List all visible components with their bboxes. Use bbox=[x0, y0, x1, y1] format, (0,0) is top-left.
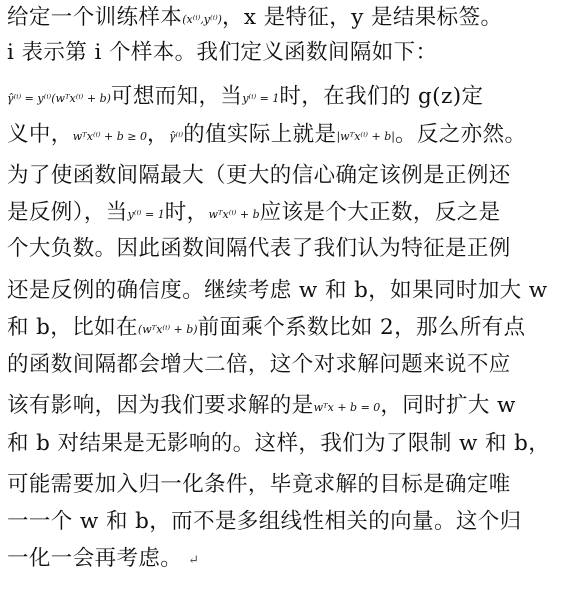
text-segment: 为了使函数间隔最大（更大的信心确定该例是正例还 bbox=[7, 163, 511, 188]
paragraph-mark-icon: ↵ bbox=[188, 553, 200, 568]
text-line-8 bbox=[7, 275, 568, 307]
formula: (wᵀx⁽ⁱ⁾ + b) bbox=[137, 323, 198, 336]
text-segment: 前面乘个系数比如 2，那么所有点 bbox=[197, 315, 526, 340]
text-line-9 bbox=[7, 312, 568, 344]
text-line-5 bbox=[7, 160, 568, 192]
text-line-2 bbox=[7, 37, 568, 69]
text-segment: 应该是个大正数，反之是 bbox=[259, 200, 501, 225]
formula: wᵀx⁽ⁱ⁾ + b ≥ 0 bbox=[72, 130, 148, 143]
text-segment: 和 b 对结果是无影响的。这样，我们为了限制 w 和 b， bbox=[7, 431, 551, 456]
text-segment: 给定一个训练样本 bbox=[7, 5, 183, 30]
text-line-4 bbox=[7, 119, 568, 151]
formula: y⁽ⁱ⁾ = 1 bbox=[127, 208, 165, 221]
text-line-7 bbox=[7, 233, 568, 265]
text-segment: 可想而知，当 bbox=[110, 84, 243, 109]
text-segment: 的值实际上就是 bbox=[183, 122, 337, 147]
text-segment: 该有影响，因为我们要求解的是 bbox=[7, 393, 314, 418]
formula: (x⁽ⁱ⁾,y⁽ⁱ⁾) bbox=[182, 13, 222, 26]
formula: y⁽ⁱ⁾ = 1 bbox=[242, 92, 280, 105]
text-line-1 bbox=[7, 2, 568, 34]
text-line-13 bbox=[7, 469, 568, 501]
formula: γ̂⁽ⁱ⁾ bbox=[168, 130, 184, 143]
text-segment: 还是反例的确信度。继续考虑 w 和 b，如果同时加大 w bbox=[7, 278, 548, 303]
text-line-11 bbox=[7, 390, 568, 422]
text-segment: 个大负数。因此函数间隔代表了我们认为特征是正例 bbox=[7, 236, 511, 261]
text-line-3 bbox=[7, 81, 568, 113]
formula: |wᵀx⁽ⁱ⁾ + b| bbox=[336, 130, 395, 143]
text-segment: ， bbox=[147, 122, 169, 147]
text-line-14 bbox=[7, 506, 568, 538]
text-segment: 时，在我们的 g(z)定 bbox=[279, 84, 484, 109]
text-segment: ，同时扩大 w bbox=[380, 393, 516, 418]
text-segment: 时， bbox=[164, 200, 209, 225]
formula: wᵀx⁽ⁱ⁾ + b bbox=[208, 208, 260, 221]
formula: γ̂⁽ⁱ⁾ = y⁽ⁱ⁾(wᵀx⁽ⁱ⁾ + b) bbox=[7, 92, 111, 105]
text-segment: 一化一会再考虑。 bbox=[7, 546, 183, 571]
text-segment: 可能需要加入归一化条件，毕竟求解的目标是确定唯 bbox=[7, 472, 511, 497]
formula: wᵀx + b = 0 bbox=[313, 401, 381, 414]
text-line-10 bbox=[7, 349, 568, 381]
text-segment: 和 b，比如在 bbox=[7, 315, 138, 340]
text-segment: 义中， bbox=[7, 122, 73, 147]
text-segment: 一一个 w 和 b，而不是多组线性相关的向量。这个归 bbox=[7, 509, 522, 534]
text-segment: ，x 是特征，y 是结果标签。 bbox=[221, 5, 503, 30]
text-line-6 bbox=[7, 197, 568, 229]
text-segment: 。反之亦然。 bbox=[394, 122, 527, 147]
text-segment: i 表示第 i 个样本。我们定义函数间隔如下： bbox=[7, 40, 438, 65]
text-segment: 是反例），当 bbox=[7, 200, 128, 225]
text-segment: 的函数间隔都会增大二倍，这个对求解问题来说不应 bbox=[7, 352, 511, 377]
text-line-12 bbox=[7, 428, 568, 460]
text-line-15 bbox=[7, 543, 568, 575]
